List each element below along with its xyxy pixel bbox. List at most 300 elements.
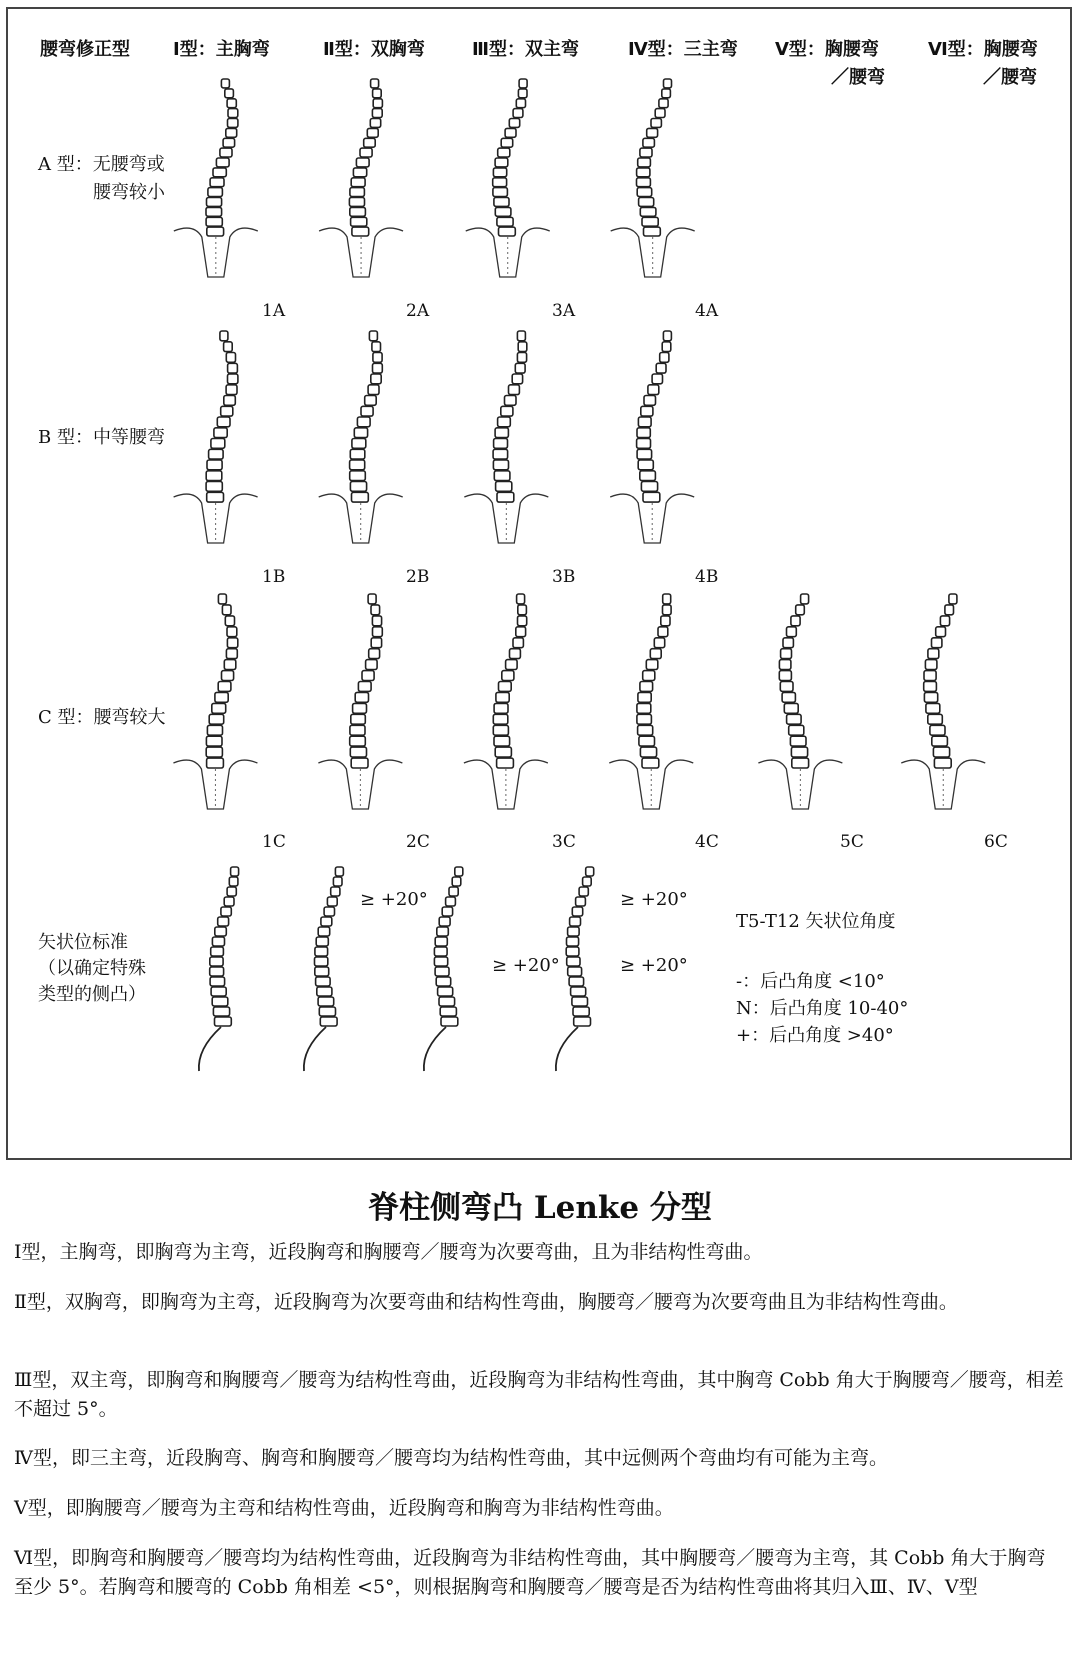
spine-r1c1-vertebra (223, 138, 235, 147)
spine-r1c3-vertebra (493, 188, 508, 197)
spine-r1c1-vertebra (207, 198, 222, 207)
description-type2: Ⅱ型，双胸弯，即胸弯为主弯，近段胸弯为次要弯曲和结构性弯曲，胸腰弯／腰弯为次要弯曲且为非结构性弯曲。 (14, 1291, 958, 1313)
sagittal-spine-4-vertebra (569, 977, 584, 986)
spine-r2c1-vertebra (228, 374, 238, 384)
spine-r3c2-vertebra (353, 703, 367, 713)
spine-r1c4-vertebra (662, 89, 671, 98)
spine-r1c1-vertebra (220, 148, 232, 157)
spine-r3c2-vertebra (366, 660, 378, 670)
spine-r3c2-vertebra (355, 692, 368, 702)
spine-r3c5-vertebra (782, 692, 795, 702)
sagittal-spine-2-vertebra (335, 867, 343, 876)
spine-r1c3-vertebra (518, 89, 527, 98)
spine-r2c4-vertebra (637, 449, 652, 459)
sagittal-spine-4-vertebra (568, 927, 580, 936)
spine-r2c3-vertebra (493, 449, 508, 459)
label-4c: 4C (695, 832, 719, 852)
sagittal-spine-4-vertebra (576, 897, 586, 906)
spine-r1c4-vertebra (637, 188, 652, 197)
spine-r2c3-vertebra (493, 460, 508, 470)
spine-r3c2-vertebra (350, 725, 365, 735)
header-type6-line2: ／腰弯 (983, 67, 1037, 88)
sagittal-angle-3: ≥ +20° (620, 889, 688, 910)
sagittal-spine-2-vertebra (315, 947, 328, 956)
sagittal-spine-2-vertebra (318, 927, 330, 936)
header-type1: Ⅰ型：主胸弯 (173, 39, 270, 60)
spine-r2c1-vertebra (217, 417, 230, 427)
spine-r2c4-vertebra (644, 396, 656, 406)
spine-r3c3-vertebra (494, 703, 508, 713)
spine-r1c4-vertebra (659, 99, 668, 108)
spine-r3c6-vertebra (924, 671, 936, 681)
spine-r2c4-vertebra (637, 439, 651, 449)
spine-r2c4-vertebra (640, 471, 656, 481)
spine-r3c6-vertebra (940, 616, 949, 626)
spine-r3c2-vertebra (371, 605, 380, 615)
spine-r3c1-vertebra (226, 649, 237, 659)
sagittal-spine-3-vertebra (434, 957, 447, 966)
spine-r2c3-vertebra (501, 406, 513, 416)
spine-r3c1-vertebra (218, 594, 226, 604)
spine-r3c5-vertebra (791, 616, 800, 626)
sagittal-spine-1-vertebra (218, 917, 229, 926)
spine-r3c6-vertebra (949, 594, 957, 604)
sagittal-angle-1: ≥ +20° (360, 889, 428, 910)
header-type2: Ⅱ型：双胸弯 (323, 39, 425, 60)
spine-r3c6-vertebra (925, 660, 937, 670)
spine-r3c2-vertebra (350, 747, 366, 757)
spine-r2c2-vertebra (373, 353, 382, 363)
spine-r1c1-vertebra (213, 168, 226, 177)
spine-r1c2-vertebra (351, 178, 365, 187)
spine-r1c1-vertebra (210, 178, 224, 187)
spine-r1c3-vertebra (495, 207, 511, 216)
spine-r3c4-vertebra (654, 638, 664, 648)
spine-r3c5-vertebra (789, 725, 804, 735)
sagittal-spine-4-vertebra (572, 997, 588, 1006)
spine-r1c3-vertebra (509, 119, 519, 128)
sagittal-label-line3: 类型的侧凸） (38, 984, 146, 1005)
sagittal-spine-4-vertebra (567, 957, 580, 966)
spine-r3c6-vertebra (933, 747, 949, 757)
spine-r3c5-vertebra (791, 747, 807, 757)
spine-r2c4-vertebra (660, 353, 669, 363)
sagittal-angle-4: ≥ +20° (620, 955, 688, 976)
spine-r3c1-vertebra (215, 692, 228, 702)
header-lumbar-modifier: 腰弯修正型 (40, 39, 130, 60)
spine-r3c3-vertebra (493, 725, 508, 735)
sagittal-spine-1-vertebra (215, 927, 227, 936)
spine-r2c3-vertebra (517, 353, 526, 363)
sagittal-spine-3-vertebra (435, 967, 449, 976)
sagittal-spine-4-vertebra (567, 937, 579, 946)
sagittal-spine-3-vertebra (434, 947, 447, 956)
spine-r3c1-vertebra (227, 638, 237, 648)
spine-r3c4-vertebra (646, 660, 658, 670)
spine-r3c3-vertebra (518, 605, 527, 615)
spine-r3c4-vertebra (638, 692, 651, 702)
spine-r2c3-vertebra (494, 439, 508, 449)
spine-r3c6-vertebra (924, 692, 937, 702)
spine-r1c3-vertebra (499, 227, 516, 236)
spine-r3c4-vertebra (643, 671, 655, 681)
spine-r2c1-vertebra (214, 428, 227, 438)
spine-r2c2-vertebra (373, 363, 383, 373)
spine-r3c6-vertebra (928, 714, 943, 724)
sagittal-spine-3-vertebra (436, 977, 451, 986)
sagittal-spine-1-vertebra (212, 997, 228, 1006)
spine-r2c2-vertebra (371, 374, 381, 384)
spine-r2c3-vertebra (496, 482, 512, 492)
page-title: 脊柱侧弯凸 Lenke 分型 (368, 1190, 712, 1226)
spine-r1c2-vertebra (367, 128, 378, 137)
spine-r2c4-vertebra (637, 428, 650, 438)
sagittal-spine-1-vertebra (215, 1017, 232, 1026)
spine-r2c3-vertebra (497, 492, 514, 502)
sagittal-spine-2-vertebra (324, 907, 334, 916)
sagittal-spine-3-vertebra (455, 867, 463, 876)
sagittal-spine-4-vertebra (572, 907, 582, 916)
spine-r2c3-vertebra (515, 363, 525, 373)
sagittal-spine-3-vertebra (438, 987, 453, 996)
spine-r1c2-vertebra (353, 168, 366, 177)
spine-r2c1-vertebra (206, 482, 222, 492)
spine-r3c3-vertebra (510, 649, 521, 659)
sagittal-spine-3-vertebra (435, 937, 447, 946)
spine-r1c4-vertebra (640, 207, 656, 216)
sagittal-spine-3-vertebra (449, 887, 458, 896)
spine-r3c4-vertebra (663, 605, 672, 615)
spine-r3c5-vertebra (783, 638, 793, 648)
spine-r1c1-vertebra (207, 227, 224, 236)
spine-r1c3-vertebra (495, 158, 508, 167)
label-6c: 6C (984, 832, 1008, 852)
sagittal-spine-1-vertebra (221, 907, 231, 916)
spine-r3c4-vertebra (637, 714, 652, 724)
spine-r3c1-vertebra (224, 660, 236, 670)
lenke-figure-panel (6, 7, 1072, 1160)
header-type3: Ⅲ型：双主弯 (472, 39, 580, 60)
row-a-label-line2: 腰弯较小 (93, 182, 165, 203)
spine-r3c3-vertebra (506, 660, 517, 670)
spine-r1c1-vertebra (225, 89, 234, 98)
spine-r3c2-vertebra (368, 594, 376, 604)
label-2b: 2B (406, 567, 430, 587)
spine-r3c2-vertebra (351, 758, 368, 768)
sagittal-spine-4-vertebra (566, 947, 579, 956)
spine-r1c4-vertebra (640, 148, 652, 157)
label-4a: 4A (695, 301, 719, 321)
row-b-label: B 型：中等腰弯 (38, 427, 165, 448)
spine-r2c4-vertebra (656, 363, 666, 373)
sagittal-spine-1-vertebra (224, 897, 234, 906)
sagittal-notes-heading: T5-T12 矢状位角度 (736, 911, 896, 932)
spine-r3c5-vertebra (790, 736, 806, 746)
sagittal-spine-4-vertebra (586, 867, 594, 876)
spine-r3c2-vertebra (362, 671, 374, 681)
row-c-label: C 型：腰弯较大 (38, 707, 166, 728)
sagittal-spine-2-vertebra (320, 1017, 337, 1026)
spine-r1c2-vertebra (351, 217, 367, 226)
spine-r2c1-vertebra (224, 396, 236, 406)
sagittal-spine-1-vertebra (231, 867, 239, 876)
sagittal-spine-1-vertebra (229, 877, 238, 886)
spine-r2c1-vertebra (224, 342, 233, 352)
spine-r2c4-vertebra (638, 460, 653, 470)
spine-r3c1-vertebra (227, 627, 237, 637)
spine-r3c5-vertebra (779, 671, 791, 681)
sagittal-angle-2: ≥ +20° (492, 955, 560, 976)
spine-r2c2-vertebra (352, 492, 369, 502)
sagittal-spine-3-vertebra (441, 1017, 458, 1026)
sagittal-spine-2-vertebra (333, 877, 342, 886)
spine-r1c2-vertebra (360, 148, 372, 157)
spine-r1c2-vertebra (349, 198, 364, 207)
spine-r1c4-vertebra (647, 128, 658, 137)
row-a-label-line1: A 型：无腰弯或 (38, 154, 165, 175)
spine-r3c1-vertebra (207, 758, 224, 768)
spine-r1c1-vertebra (216, 158, 229, 167)
spine-r3c1-vertebra (222, 671, 234, 681)
header-type4: Ⅳ型：三主弯 (628, 39, 738, 60)
sagittal-sacrum-2 (304, 1027, 326, 1071)
sagittal-spine-1-vertebra (210, 957, 223, 966)
sagittal-note-minus: -：后凸角度 <10° (736, 971, 885, 992)
spine-r2c3-vertebra (495, 428, 508, 438)
spine-r2c2-vertebra (350, 460, 365, 470)
spine-r2c2-vertebra (352, 439, 366, 449)
spine-r1c1-vertebra (227, 99, 236, 108)
spine-r1c2-vertebra (356, 158, 369, 167)
spine-r2c3-vertebra (517, 331, 525, 341)
spine-r1c1-vertebra (208, 188, 223, 197)
spine-r2c4-vertebra (652, 374, 662, 384)
sagittal-note-n: N：后凸角度 10-40° (736, 998, 909, 1019)
spine-r3c1-vertebra (212, 703, 226, 713)
spine-r2c2-vertebra (350, 449, 365, 459)
spine-r1c3-vertebra (493, 168, 506, 177)
sagittal-spine-2-vertebra (318, 997, 334, 1006)
spine-r1c1-vertebra (226, 128, 237, 137)
spine-r3c2-vertebra (373, 627, 383, 637)
spine-r3c2-vertebra (358, 682, 371, 692)
spine-r3c2-vertebra (369, 649, 380, 659)
spine-r2c2-vertebra (354, 428, 367, 438)
spine-r1c4-vertebra (638, 158, 651, 167)
spine-r2c2-vertebra (350, 482, 366, 492)
spine-r2c3-vertebra (512, 374, 522, 384)
spine-r3c2-vertebra (372, 616, 381, 626)
sagittal-spine-3-vertebra (440, 1007, 456, 1016)
spine-r3c2-vertebra (351, 714, 366, 724)
spine-r3c5-vertebra (787, 627, 797, 637)
sagittal-spine-1-vertebra (212, 937, 224, 946)
sagittal-spine-4-vertebra (574, 1017, 591, 1026)
spine-r2c1-vertebra (226, 353, 235, 363)
description-type6: Ⅵ型，即胸弯和胸腰弯／腰弯均为结构性弯曲，近段胸弯为非结构性弯曲，其中胸腰弯／腰弯为主弯，其 Cobb 角大于胸弯至少 5°。若胸弯和腰弯的 Cobb 角相差 <5°，则根据胸弯和胸腰弯／腰弯是否为结构性弯曲将其归入Ⅲ、Ⅳ、Ⅴ型 (14, 1547, 1046, 1598)
spine-r3c6-vertebra (928, 649, 939, 659)
spine-r1c1-vertebra (228, 109, 238, 118)
spine-r2c3-vertebra (518, 342, 527, 352)
spine-r3c1-vertebra (218, 682, 231, 692)
sagittal-spine-4-vertebra (579, 887, 588, 896)
spine-r2c1-vertebra (211, 439, 225, 449)
spine-r3c2-vertebra (371, 638, 381, 648)
sagittal-spine-1-vertebra (210, 967, 224, 976)
description-type3: Ⅲ型，双主弯，即胸弯和胸腰弯／腰弯为结构性弯曲，近段胸弯为非结构性弯曲，其中胸弯 Cobb 角大于胸腰弯／腰弯，相差不超过 5°。 (14, 1369, 1064, 1420)
spine-r3c1-vertebra (206, 736, 222, 746)
sagittal-spine-1-vertebra (210, 977, 225, 986)
sagittal-label-line2: （以确定特殊 (38, 958, 146, 979)
spine-r3c6-vertebra (945, 605, 954, 615)
spine-r3c3-vertebra (499, 682, 512, 692)
spine-r1c2-vertebra (373, 89, 382, 98)
spine-r2c2-vertebra (368, 385, 379, 395)
spine-r3c1-vertebra (209, 714, 224, 724)
spine-r3c4-vertebra (663, 594, 671, 604)
spine-r2c1-vertebra (207, 492, 224, 502)
spine-r1c1-vertebra (206, 217, 222, 226)
spine-r3c6-vertebra (930, 725, 945, 735)
spine-r3c3-vertebra (516, 627, 526, 637)
sagittal-spine-4-vertebra (570, 917, 581, 926)
spine-r3c4-vertebra (638, 725, 653, 735)
label-5c: 5C (840, 832, 864, 852)
sagittal-note-plus: +：后凸角度 >40° (736, 1025, 894, 1046)
spine-r2c1-vertebra (226, 385, 237, 395)
spine-r1c3-vertebra (516, 99, 525, 108)
spine-r2c1-vertebra (207, 460, 222, 470)
spine-r3c3-vertebra (517, 594, 525, 604)
spine-r3c3-vertebra (513, 638, 523, 648)
spine-r2c2-vertebra (369, 331, 377, 341)
sagittal-spine-1-vertebra (211, 947, 224, 956)
sagittal-sacrum-1 (199, 1027, 221, 1071)
spine-r3c2-vertebra (350, 736, 366, 746)
spine-r1c3-vertebra (498, 148, 510, 157)
sagittal-spine-4-vertebra (583, 877, 592, 886)
spine-r1c2-vertebra (373, 99, 382, 108)
spine-r3c4-vertebra (637, 703, 651, 713)
spine-r2c2-vertebra (357, 417, 370, 427)
sagittal-label-line1: 矢状位标准 (38, 932, 128, 953)
spine-r1c2-vertebra (371, 79, 379, 88)
spine-r3c1-vertebra (207, 725, 222, 735)
spine-r2c1-vertebra (206, 471, 222, 481)
spine-r3c3-vertebra (502, 671, 514, 681)
spine-r3c1-vertebra (206, 747, 222, 757)
spine-r2c3-vertebra (505, 396, 517, 406)
description-type5: Ⅴ型，即胸腰弯／腰弯为主弯和结构性弯曲，近段胸弯和胸弯为非结构性弯曲。 (14, 1497, 674, 1519)
spine-r3c4-vertebra (661, 616, 670, 626)
spine-r2c2-vertebra (372, 342, 381, 352)
spine-r3c6-vertebra (936, 627, 946, 637)
spine-diagrams (8, 9, 1074, 1162)
spine-r3c5-vertebra (801, 594, 809, 604)
spine-r2c1-vertebra (221, 406, 233, 416)
spine-r3c6-vertebra (932, 638, 942, 648)
spine-r1c4-vertebra (643, 138, 655, 147)
spine-r1c1-vertebra (206, 207, 222, 216)
label-1c: 1C (262, 832, 286, 852)
spine-r2c2-vertebra (361, 406, 373, 416)
sagittal-spine-1-vertebra (227, 887, 236, 896)
spine-r2c4-vertebra (662, 342, 671, 352)
spine-r2c1-vertebra (220, 331, 228, 341)
sagittal-sacrum-3 (424, 1027, 446, 1071)
label-3a: 3A (552, 301, 576, 321)
spine-r2c4-vertebra (663, 331, 671, 341)
spine-r3c5-vertebra (780, 682, 793, 692)
spine-r1c4-vertebra (637, 178, 651, 187)
spine-r1c4-vertebra (651, 119, 661, 128)
spine-r3c3-vertebra (493, 714, 508, 724)
spine-r3c5-vertebra (796, 605, 805, 615)
sagittal-spine-3-vertebra (439, 997, 455, 1006)
sagittal-spine-3-vertebra (442, 907, 452, 916)
spine-r1c2-vertebra (352, 227, 369, 236)
spine-r3c5-vertebra (787, 714, 802, 724)
spine-r2c4-vertebra (641, 482, 657, 492)
spine-r3c1-vertebra (225, 616, 234, 626)
spine-r1c4-vertebra (637, 168, 650, 177)
sagittal-sacrum-4 (556, 1027, 578, 1071)
sagittal-spine-2-vertebra (316, 977, 331, 986)
label-3b: 3B (552, 567, 576, 587)
spine-r3c6-vertebra (932, 736, 948, 746)
sagittal-spine-2-vertebra (315, 957, 328, 966)
spine-r1c4-vertebra (639, 198, 654, 207)
spine-r1c3-vertebra (494, 198, 509, 207)
sagittal-spine-1-vertebra (211, 987, 226, 996)
spine-r3c5-vertebra (792, 758, 809, 768)
spine-r1c4-vertebra (655, 109, 665, 118)
label-2c: 2C (406, 832, 430, 852)
spine-r3c6-vertebra (926, 703, 940, 713)
spine-r2c4-vertebra (638, 417, 651, 427)
label-3c: 3C (552, 832, 576, 852)
label-4b: 4B (695, 567, 719, 587)
spine-r3c6-vertebra (934, 758, 951, 768)
spine-r3c4-vertebra (639, 736, 655, 746)
spine-r3c3-vertebra (518, 616, 527, 626)
spine-r3c5-vertebra (784, 703, 798, 713)
spine-r1c3-vertebra (501, 138, 513, 147)
spine-r3c3-vertebra (496, 692, 509, 702)
spine-r1c4-vertebra (642, 217, 658, 226)
spine-r1c4-vertebra (664, 79, 672, 88)
spine-r1c4-vertebra (644, 227, 661, 236)
spine-r2c3-vertebra (509, 385, 520, 395)
spine-r2c3-vertebra (494, 471, 510, 481)
spine-r1c2-vertebra (350, 188, 365, 197)
spine-r2c4-vertebra (641, 406, 653, 416)
spine-r1c3-vertebra (497, 217, 513, 226)
sagittal-spine-4-vertebra (571, 987, 586, 996)
header-type5-line2: ／腰弯 (831, 67, 885, 88)
spine-r2c4-vertebra (643, 492, 660, 502)
spine-r3c4-vertebra (658, 627, 668, 637)
spine-r1c1-vertebra (228, 119, 238, 128)
sagittal-spine-4-vertebra (568, 967, 582, 976)
description-type4: Ⅳ型，即三主弯，近段胸弯、胸弯和胸腰弯／腰弯均为结构性弯曲，其中远侧两个弯曲均有可能为主弯。 (14, 1447, 888, 1469)
description-type1: Ⅰ型，主胸弯，即胸弯为主弯，近段胸弯和胸腰弯／腰弯为次要弯曲，且为非结构性弯曲。 (14, 1241, 763, 1263)
sagittal-spine-3-vertebra (437, 927, 449, 936)
sagittal-spine-4-vertebra (573, 1007, 589, 1016)
label-1b: 1B (262, 567, 286, 587)
spine-r3c3-vertebra (494, 736, 510, 746)
sagittal-spine-1-vertebra (213, 1007, 229, 1016)
